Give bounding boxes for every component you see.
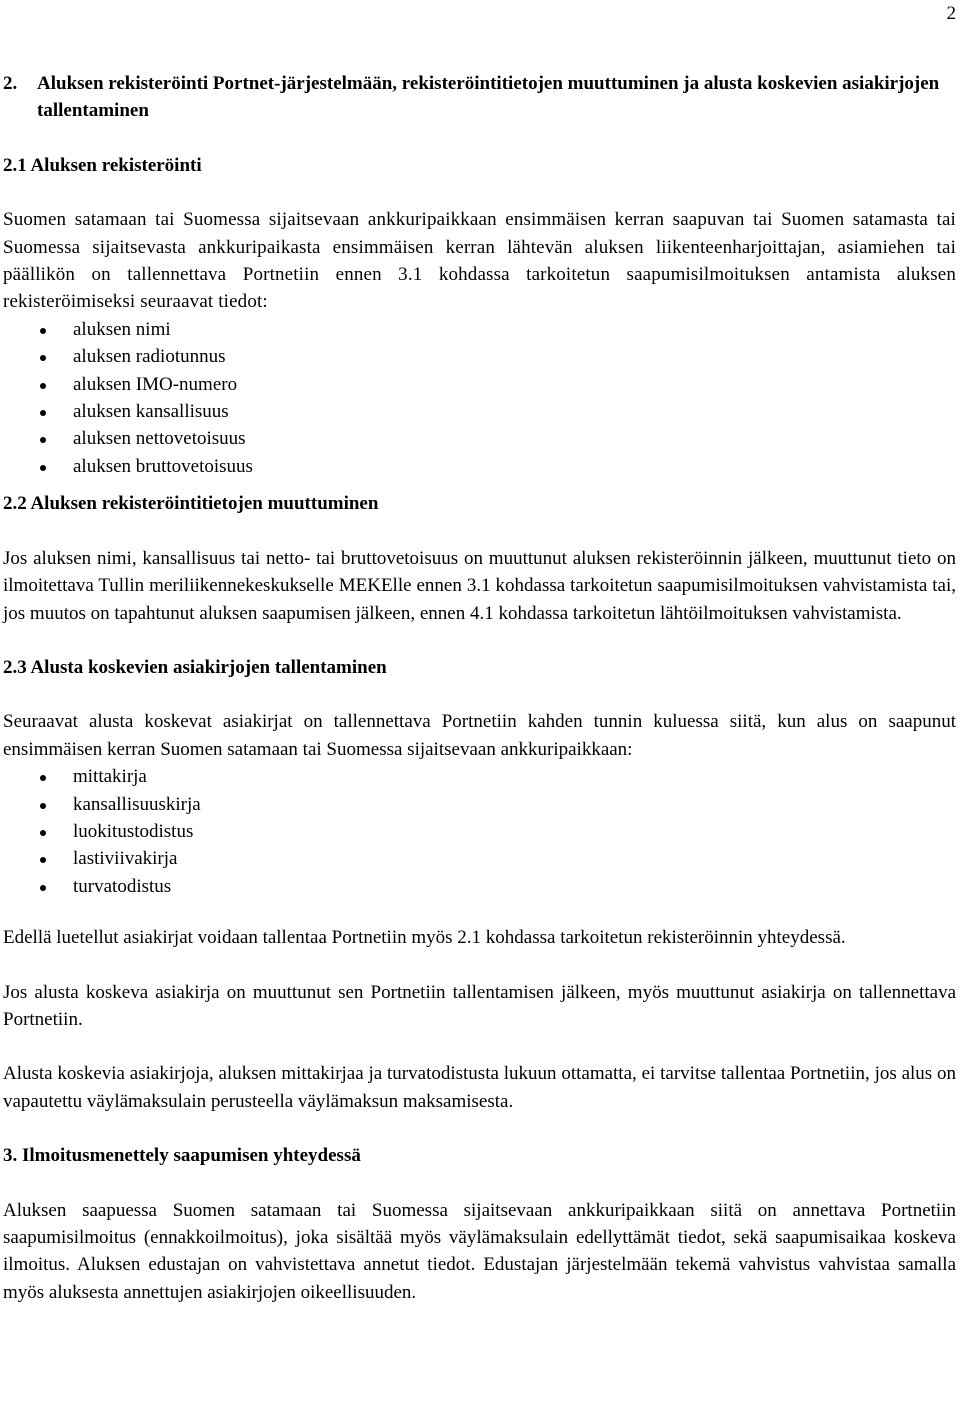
bullet-icon — [40, 355, 46, 361]
section-2-heading — [3, 70, 956, 125]
list-item: aluksen nimi — [3, 316, 956, 343]
bullet-icon — [40, 775, 46, 781]
bullet-icon — [40, 803, 46, 809]
section-3-paragraph: Aluksen saapuessa Suomen satamaan tai Suomessa sijaitsevaan ankkuripaikkaan siitä on annettava Portnetiin saapumisilmoitus (ennakkoilmoitus), joka sisältää myös väylämaksulain edellyttämät tiedot, sekä saapumisaikaa koskeva ilmoitus. Aluksen edustajan on vahvistettava annetut tiedot. Edustajan järjestelmään tekemä vahvistus vahvistaa samalla myös aluksesta annettujen asiakirjojen oikeellisuuden. — [3, 1199, 956, 1303]
section-2-3-paragraph: Seuraavat alusta koskevat asiakirjat on tallennettava Portnetiin kahden tunnin kuluessa siitä, kun alus on saapunut ensimmäisen kerran Suomen satamaan tai Suomessa sijaitsevaan ankkuripaikkaan: — [3, 711, 956, 760]
section-2-3-heading: 2.3 Alusta koskevien asiakirjojen tallentaminen — [3, 656, 387, 678]
section-2-3-paragraph-3: Jos alusta koskeva asiakirja on muuttunut sen Portnetiin tallentamisen jälkeen, myös muuttunut asiakirja on tallennettava Portnetiin. — [3, 981, 956, 1030]
list-item: aluksen nettovetoisuus — [3, 425, 956, 452]
section-2-2-heading: 2.2 Aluksen rekisteröintitietojen muuttuminen — [3, 493, 379, 515]
document-content — [3, 70, 956, 1306]
page-number: 2 — [946, 3, 956, 24]
list-item: mittakirja — [3, 763, 956, 790]
section-2-3-paragraph-2: Edellä luetellut asiakirjat voidaan tallentaa Portnetiin myös 2.1 kohdassa tarkoitetun rekisteröinnin yhteydessä. — [3, 927, 846, 949]
bullet-icon — [40, 328, 46, 334]
section-2-1-paragraph: Suomen satamaan tai Suomessa sijaitsevaan ankkuripaikkaan ensimmäisen kerran saapuvan tai Suomen satamasta tai Suomessa sijaitsevasta ankkuripaikasta ensimmäisen kerran lähtevän aluksen liikenteenharjoittajan, asiamiehen tai päällikön on tallennettava Portnetiin ennen 3.1 kohdassa tarkoitetun saapumisilmoituksen antamista aluksen rekisteröimiseksi seuraavat tiedot: — [3, 209, 956, 313]
list-item: lastiviivakirja — [3, 845, 956, 872]
list-item: aluksen bruttovetoisuus — [3, 453, 956, 480]
list-item: aluksen kansallisuus — [3, 398, 956, 425]
list-item: kansallisuuskirja — [3, 791, 956, 818]
list-item: luokitustodistus — [3, 818, 956, 845]
list-item: aluksen radiotunnus — [3, 343, 956, 370]
registration-fields-list — [3, 316, 956, 480]
section-2-2-paragraph: Jos aluksen nimi, kansallisuus tai netto- tai bruttovetoisuus on muuttunut aluksen rekisteröinnin jälkeen, muuttunut tieto on ilmoitettava Tullin meriliikennekeskukselle MEKElle ennen 3.1 kohdassa tarkoitetun saapumisilmoituksen vahvistamista tai, jos muutos on tapahtunut aluksen saapumisen jälkeen, ennen 4.1 kohdassa tarkoitetun lähtöilmoituksen vahvistamista. — [3, 547, 956, 624]
section-2-3-paragraph-4: Alusta koskevia asiakirjoja, aluksen mittakirjaa ja turvatodistusta lukuun ottamatta, ei tarvitse tallentaa Portnetiin, jos alus on vapautettu väylämaksulain perusteella väylämaksun maksamisesta. — [3, 1063, 956, 1112]
bullet-icon — [40, 830, 46, 836]
bullet-icon — [40, 383, 46, 389]
bullet-icon — [40, 437, 46, 443]
section-3-heading: 3. Ilmoitusmenettely saapumisen yhteydessä — [3, 1145, 361, 1167]
section-2-title: Aluksen rekisteröinti Portnet-järjestelmään, rekisteröintitietojen muuttuminen ja alusta koskevien asiakirjojen tallentaminen — [37, 73, 940, 122]
list-item: aluksen IMO-numero — [3, 371, 956, 398]
section-2-1-heading: 2.1 Aluksen rekisteröinti — [3, 154, 202, 176]
bullet-icon — [40, 465, 46, 471]
bullet-icon — [40, 857, 46, 863]
bullet-icon — [40, 410, 46, 416]
bullet-icon — [40, 885, 46, 891]
section-2-number: 2. — [3, 73, 18, 94]
list-item: turvatodistus — [3, 873, 956, 900]
vessel-documents-list — [3, 763, 956, 900]
